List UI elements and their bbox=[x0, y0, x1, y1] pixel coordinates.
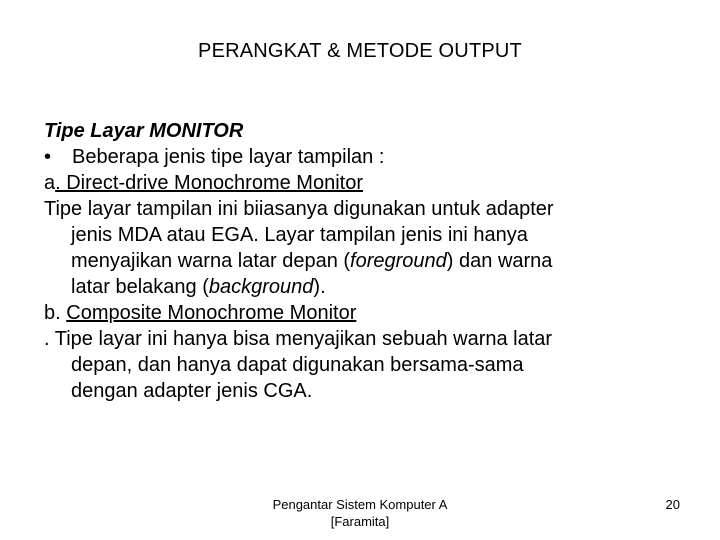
bullet-item bbox=[44, 144, 684, 170]
section-a-desc-line4-pre: latar belakang ( bbox=[71, 276, 209, 298]
footer-course: Pengantar Sistem Komputer A bbox=[272, 497, 448, 512]
section-b-desc-line2: depan, dan hanya dapat digunakan bersama-sama bbox=[71, 354, 524, 376]
section-a-prefix: a bbox=[44, 172, 56, 194]
section-a-desc-line1: Tipe layar tampilan ini biiasanya digunakan untuk adapter bbox=[44, 198, 554, 220]
section-b-prefix: b. bbox=[44, 302, 67, 324]
page-number: 20 bbox=[665, 497, 680, 512]
slide-title: PERANGKAT & METODE OUTPUT bbox=[198, 40, 522, 62]
bullet-text: Beberapa jenis tipe layar tampilan : bbox=[72, 146, 385, 168]
bullet-icon: • bbox=[44, 146, 52, 168]
section-a-desc-line3-pre: menyajikan warna latar depan ( bbox=[71, 250, 351, 272]
section-b-desc-line3: dengan adapter jenis CGA. bbox=[71, 380, 313, 402]
section-b-heading bbox=[44, 300, 684, 326]
section-a-desc-line3 bbox=[44, 248, 684, 274]
section-a-desc-line4 bbox=[44, 274, 684, 300]
section-a-label: . Direct-drive Monochrome Monitor bbox=[55, 172, 363, 194]
section-b-label: Composite Monochrome Monitor bbox=[66, 302, 357, 324]
section-b-desc-line1: . Tipe layar ini hanya bisa menyajikan sebuah warna latar bbox=[44, 328, 553, 350]
footer bbox=[240, 496, 480, 530]
footer-author: [Faramita] bbox=[330, 514, 390, 529]
background-term: background bbox=[208, 276, 314, 298]
section-a-heading bbox=[44, 170, 684, 196]
section-a-desc-line4-post: ). bbox=[313, 276, 326, 298]
foreground-term: foreground bbox=[350, 250, 447, 272]
section-a-desc-line2: jenis MDA atau EGA. Layar tampilan jenis ini hanya bbox=[71, 224, 528, 246]
heading: Tipe Layar MONITOR bbox=[44, 120, 244, 142]
section-a-desc-line3-post: ) dan warna bbox=[446, 250, 553, 272]
slide-body bbox=[44, 118, 684, 404]
